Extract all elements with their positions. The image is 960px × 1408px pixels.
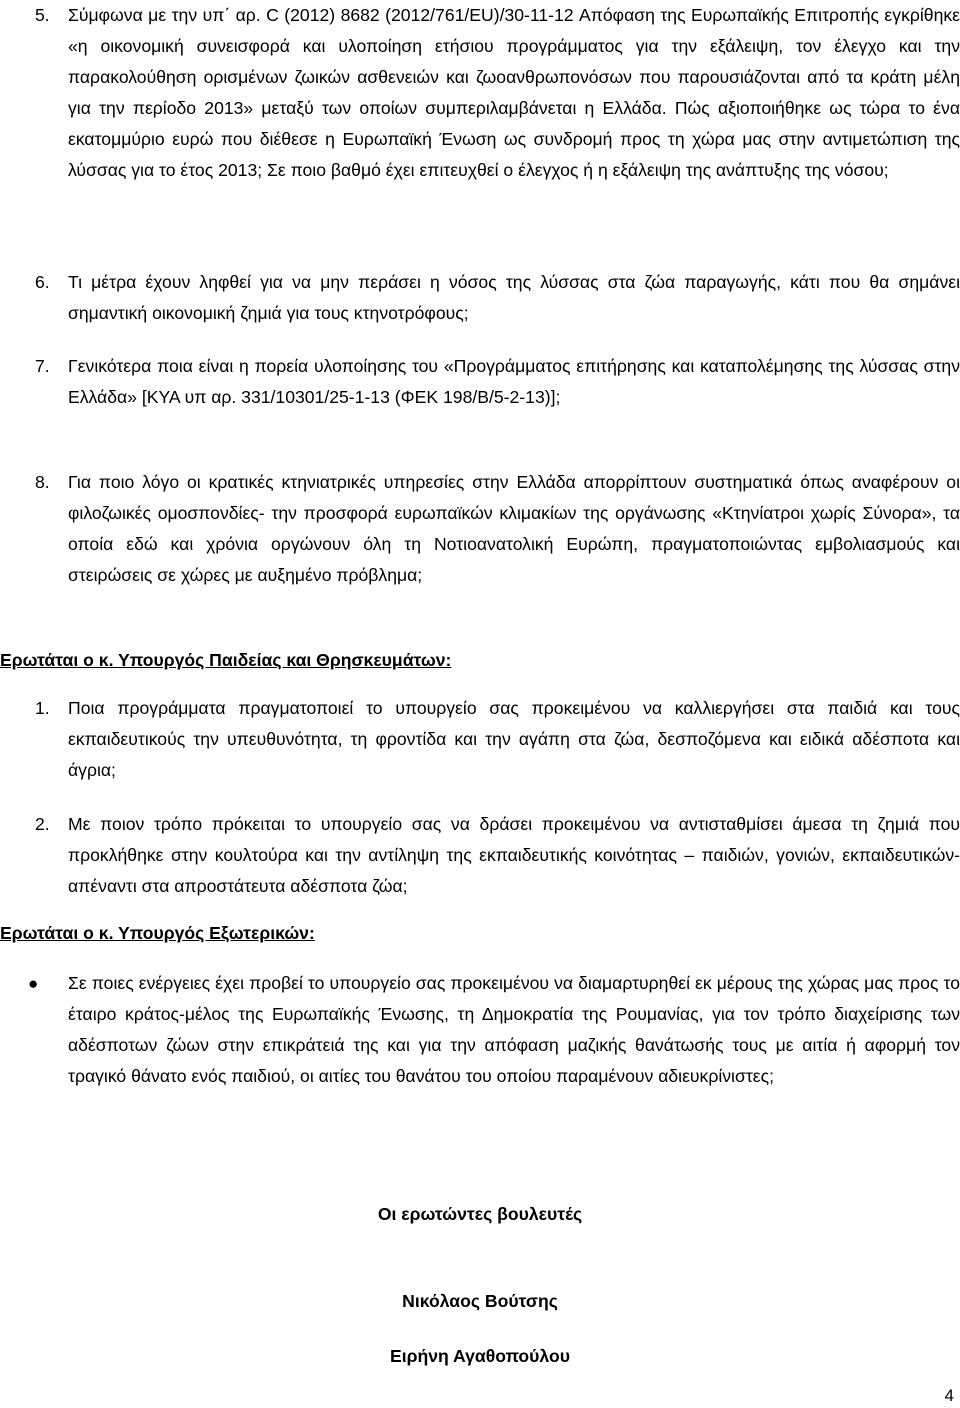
foreign-question-bullet bbox=[28, 968, 960, 1092]
question-number: 8. bbox=[35, 472, 50, 492]
page-number: 4 bbox=[944, 1386, 954, 1405]
question-6 bbox=[35, 267, 960, 329]
question-5 bbox=[35, 0, 960, 186]
section-heading-text: Ερωτάται ο κ. Υπουργός Εξωτερικών: bbox=[0, 923, 315, 943]
question-7 bbox=[35, 351, 960, 413]
bullet-icon: ● bbox=[28, 974, 39, 993]
question-number: 7. bbox=[35, 356, 50, 376]
section-heading-education bbox=[0, 645, 451, 676]
section-heading-foreign bbox=[0, 918, 315, 949]
question-text: Σε ποιες ενέργειες έχει προβεί το υπουργείο σας προκειμένου να διαμαρτυρηθεί εκ μέρους της χώρας μας προς το έταιρο κράτος-μέλος της Ευρωπαϊκής Ένωσης, τη Δημοκρατία της Ρουμανίας, για τον τρόπο διαχείρισης των αδέσποτων ζώων στην επικράτειά της και για την απόφαση μαζικής θανάτωσής τους με αιτία ή αφορμή τον τραγικό θάνατο ενός παιδιού, οι αιτίες του θανάτου του οποίου παραμένουν αδιευκρίνιστες; bbox=[68, 973, 960, 1086]
question-number: 6. bbox=[35, 272, 50, 292]
signature-name-2: Ειρήνη Αγαθοπούλου bbox=[390, 1346, 570, 1366]
question-text: Για ποιο λόγο οι κρατικές κτηνιατρικές υπηρεσίες στην Ελλάδα απορρίπτουν συστηματικά όπως αναφέρουν οι φιλοζωικές ομοσπονδίες- την προσφορά ευρωπαϊκών κλιμακίων της οργάνωσης «Κτηνίατροι χωρίς Σύνορα», τα οποία εδώ και χρόνια οργώνουν όλη τη Νοτιοανατολική Ευρώπη, πραγματοποιώντας εμβολιασμούς και στειρώσεις σε χώρες με αυξημένο πρόβλημα; bbox=[68, 472, 960, 585]
question-number: 1. bbox=[35, 698, 50, 718]
question-text: Γενικότερα ποια είναι η πορεία υλοποίησης του «Προγράμματος επιτήρησης και καταπολέμησης της λύσσας στην Ελλάδα» [ΚΥΑ υπ αρ. 331/10301/25-1-13 (ΦΕΚ 198/Β/5-2-13)]; bbox=[68, 356, 960, 407]
question-text: Με ποιον τρόπο πρόκειται το υπουργείο σας να δράσει προκειμένου να αντισταθμίσει άμεσα τη ζημιά που προκλήθηκε στην κουλτούρα και την αντίληψη της εκπαιδευτικής κοινότητας – παιδιών, γονιών, εκπαιδευτικών- απέναντι στα απροστάτευτα αδέσποτα ζώα; bbox=[68, 814, 960, 896]
signature-title: Οι ερωτώντες βουλευτές bbox=[377, 1204, 583, 1224]
question-number: 5. bbox=[35, 5, 50, 25]
question-text: Τι μέτρα έχουν ληφθεί για να μην περάσει η νόσος της λύσσας στα ζώα παραγωγής, κάτι που θα σημάνει σημαντική οικονομική ζημιά για τους κτηνοτρόφους; bbox=[68, 272, 960, 323]
question-8 bbox=[35, 467, 960, 591]
question-text: Σύμφωνα με την υπ΄ αρ. C (2012) 8682 (2012/761/EU)/30-11-12 Απόφαση της Ευρωπαϊκής Επιτροπής εγκρίθηκε «η οικονομική συνεισφορά και υλοποίηση ετήσιου προγράμματος για την εξάλειψη, τον έλεγχο και την παρακολούθηση ορισμένων ζωικών ασθενειών και ζωοανθρωπονόσων που παρουσιάζονται από τα κράτη μέλη για την περίοδο 2013» μεταξύ των οποίων συμπεριλαμβάνεται η Ελλάδα. Πώς αξιοποιήθηκε ως τώρα το ένα εκατομμύριο ευρώ που διέθεσε η Ευρωπαϊκή Ένωση ως συνδρομή προς τη χώρα μας στην αντιμετώπιση της λύσσας για το έτος 2013; Σε ποιο βαθμό έχει επιτευχθεί ο έλεγχος ή η εξάλειψη της ανάπτυξης της νόσου; bbox=[68, 5, 960, 180]
question-number: 2. bbox=[35, 814, 50, 834]
education-question-1 bbox=[35, 693, 960, 786]
signature-name-1: Νικόλαος Βούτσης bbox=[402, 1291, 558, 1311]
question-text: Ποια προγράμματα πραγματοποιεί το υπουργείο σας προκειμένου να καλλιεργήσει στα παιδιά και τους εκπαιδευτικούς την υπευθυνότητα, τη φροντίδα και την αγάπη στα ζώα, δεσποζόμενα και ειδικά αδέσποτα και άγρια; bbox=[68, 698, 960, 780]
section-heading-text: Ερωτάται ο κ. Υπουργός Παιδείας και Θρησκευμάτων: bbox=[0, 650, 452, 670]
education-question-2 bbox=[35, 809, 960, 902]
